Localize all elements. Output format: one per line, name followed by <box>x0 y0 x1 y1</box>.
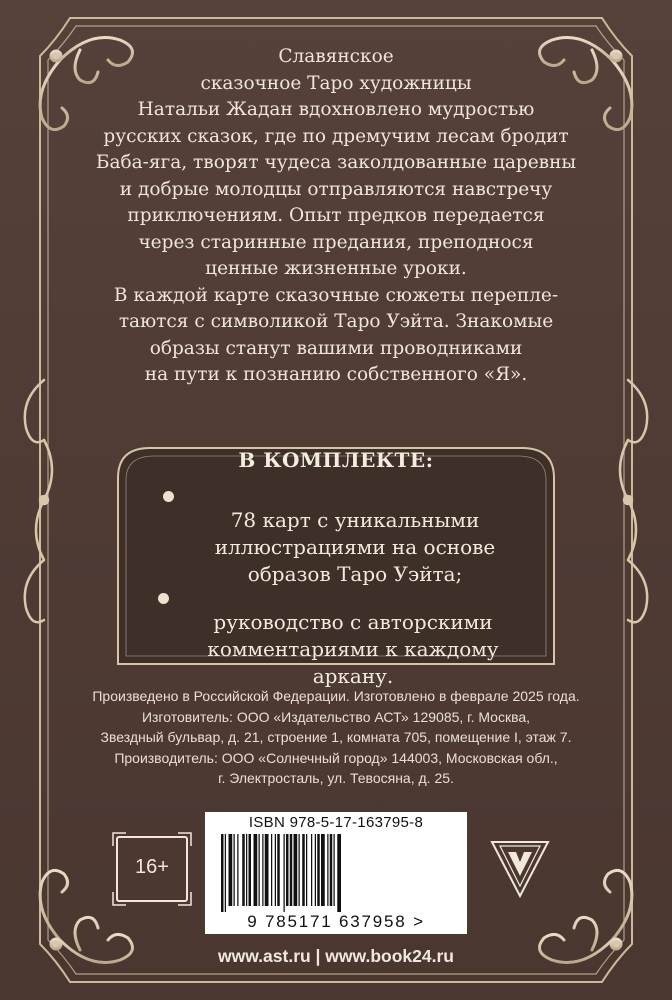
barcode-bar <box>321 834 325 906</box>
barcode-bar <box>259 834 260 906</box>
barcode-bar <box>221 834 224 912</box>
age-rating-badge <box>117 837 187 901</box>
barcode-bar <box>284 834 285 912</box>
barcode-bar <box>254 834 258 906</box>
barcode-bar <box>246 834 247 906</box>
barcode-bar <box>294 834 298 906</box>
barcode-bar <box>337 834 341 912</box>
v-logo-icon <box>488 838 552 900</box>
barcode-bar <box>237 834 238 906</box>
barcode-bar <box>249 834 252 906</box>
barcode <box>205 812 467 934</box>
barcode-bar <box>229 834 233 906</box>
description-text: Славянское сказочное Таро художницы Натальи Жадан вдохновлено мудростью русских сказок, где по дремучим лесам бродит Баба-яга, творят чудеса заколдованные царевны и добрые молодцы отправляются навстречу приключениям. Опыт предков передается через старинные предания, преподнося ценные жизненные уроки. В каждой карте сказочные сюжеты перепле- таются с символикой Таро Уэйта. Знакомые образы станут вашими проводниками на пути к познанию собственного «Я». <box>95 46 577 385</box>
barcode-bar <box>317 834 320 906</box>
legal-info: Произведено в Российской Федерации. Изготовлено в феврале 2025 года. Изготовитель: ООО «Издательство АСТ» 129085, г. Москва, Звездный бульвар, д. 21, строение 1, комната 705, помещение I, этаж 7. Производитель: ООО «Солнечный город» 144003, Московская обл., г. Электросталь, ул. Тевосяна, д. 25. <box>92 688 580 786</box>
isbn-label: ISBN 978-5-17-163795-8 <box>248 814 424 831</box>
barcode-bar <box>334 834 335 906</box>
barcode-bar <box>306 834 307 906</box>
barcode-bar <box>311 834 312 906</box>
barcode-bar <box>315 834 316 906</box>
kit-item-guide-text: руководство с авторскими комментариями к каждому аркану. <box>207 610 499 688</box>
barcode-bar <box>302 834 305 906</box>
barcode-bar <box>330 834 333 906</box>
age-rating-label: 16+ <box>135 856 169 878</box>
barcode-bar <box>299 834 300 906</box>
barcode-bar <box>275 834 276 906</box>
barcode-bars <box>221 834 451 912</box>
barcode-bar <box>234 834 235 906</box>
barcode-bar <box>327 834 328 906</box>
barcode-bar <box>262 834 263 906</box>
barcode-bar <box>225 834 226 912</box>
barcode-digits: 9 785171 637958 > <box>247 912 425 931</box>
kit-item-cards-text: 78 карт с уникальными иллюстрациями на основе образов Таро Уэйта; <box>214 508 496 586</box>
barcode-bar <box>277 834 280 906</box>
barcode-bar <box>265 834 269 906</box>
websites: www.ast.ru | www.book24.ru <box>217 946 454 966</box>
barcode-bar <box>271 834 272 906</box>
barcode-bar <box>290 834 293 906</box>
kit-title: В КОМПЛЕКТЕ: <box>238 448 434 472</box>
barcode-bar <box>286 834 289 906</box>
barcode-bar <box>242 834 245 906</box>
